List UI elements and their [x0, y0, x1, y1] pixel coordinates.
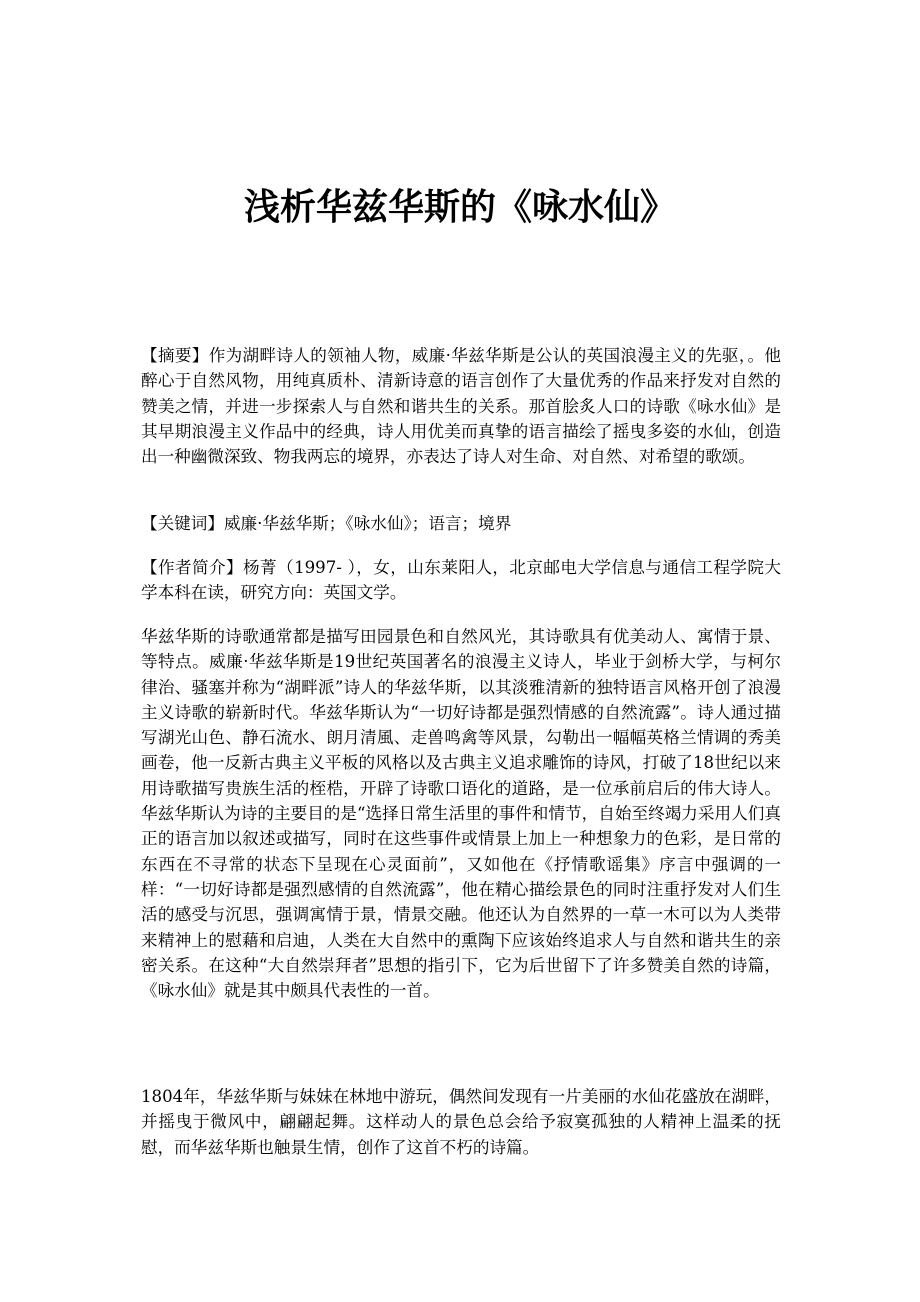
- abstract-label: 【摘要】: [141, 346, 209, 365]
- author-bio-label: 【作者简介】: [141, 558, 244, 577]
- abstract-section: [141, 343, 781, 469]
- article-title: 浅析华兹华斯的《咏水仙》: [243, 187, 676, 228]
- keywords-text: 威廉·华兹华斯；《咏水仙》；语言；境界: [223, 514, 512, 533]
- author-bio-section: [141, 555, 781, 606]
- body-paragraph: 华兹华斯的诗歌通常都是描写田园景色和自然风光，其诗歌具有优美动人、寓情于景、等特点。威廉·华兹华斯是19世纪英国著名的浪漫主义诗人，毕业于剑桥大学，与柯尔律治、骚塞并称为“湖畔派”诗人的华兹华斯，以其淡雅清新的独特语言风格开创了浪漫主义诗歌的崭新时代。华兹华斯认为“一切好诗都是强烈情感的自然流露”。诗人通过描写湖光山色、静石流水、朗月清風、走兽鸣禽等风景，勾勒出一幅幅英格兰情调的秀美画卷，他一反新古典主义平板的风格以及古典主义追求雕饰的诗风，打破了18世纪以来用诗歌描写贵族生活的桎梏，开辟了诗歌口语化的道路，是一位承前启后的伟大诗人。华兹华斯认为诗的主要目的是“选择日常生活里的事件和情节，自始至终竭力采用人们真正的语言加以叙述或描写，同时在这些事件或情景上加上一种想象力的色彩，是日常的东西在不寻常的状态下呈现在心灵面前”，又如他在《抒情歌谣集》序言中强调的一样：“一切好诗都是强烈感情的自然流露”，他在精心描绘景色的同时注重抒发对人们生活的感受与沉思，强调寓情于景，情景交融。他还认为自然界的一草一木可以为人类带来精神上的慰藉和启迪，人类在大自然中的熏陶下应该始终追求人与自然和谐共生的亲密关系。在这种“大自然崇拜者”思想的指引下，它为后世留下了许多赞美自然的诗篇，《咏水仙》就是其中颇具代表性的一首。: [141, 627, 781, 1001]
- keywords-label: 【关键词】: [141, 514, 224, 533]
- body-paragraph: 1804年，华兹华斯与妹妹在林地中游玩，偶然间发现有一片美丽的水仙花盛放在湖畔，并摇曳于微风中，翩翩起舞。这样动人的景色总会给予寂寞孤独的人精神上温柔的抚慰，而华兹华斯也触景生情，创作了这首不朽的诗篇。: [141, 1087, 781, 1157]
- keywords-section: [141, 511, 781, 536]
- abstract-text: 作为湖畔诗人的领袖人物，威廉·华兹华斯是公认的英国浪漫主义的先驱，。他醉心于自然风物，用纯真质朴、清新诗意的语言创作了大量优秀的作品来抒发对自然的赞美之情，并进一步探索人与自然和谐共生的关系。那首脍炙人口的诗歌《咏水仙》是其早期浪漫主义作品中的经典，诗人用优美而真挚的语言描绘了摇曳多姿的水仙，创造出一种幽微深致、物我两忘的境界，亦表达了诗人对生命、对自然、对希望的歌颂。: [141, 346, 781, 467]
- author-bio-text: 杨菁（1997- ），女，山东莱阳人，北京邮电大学信息与通信工程学院大学本科在读，研究方向：英国文学。: [141, 558, 782, 603]
